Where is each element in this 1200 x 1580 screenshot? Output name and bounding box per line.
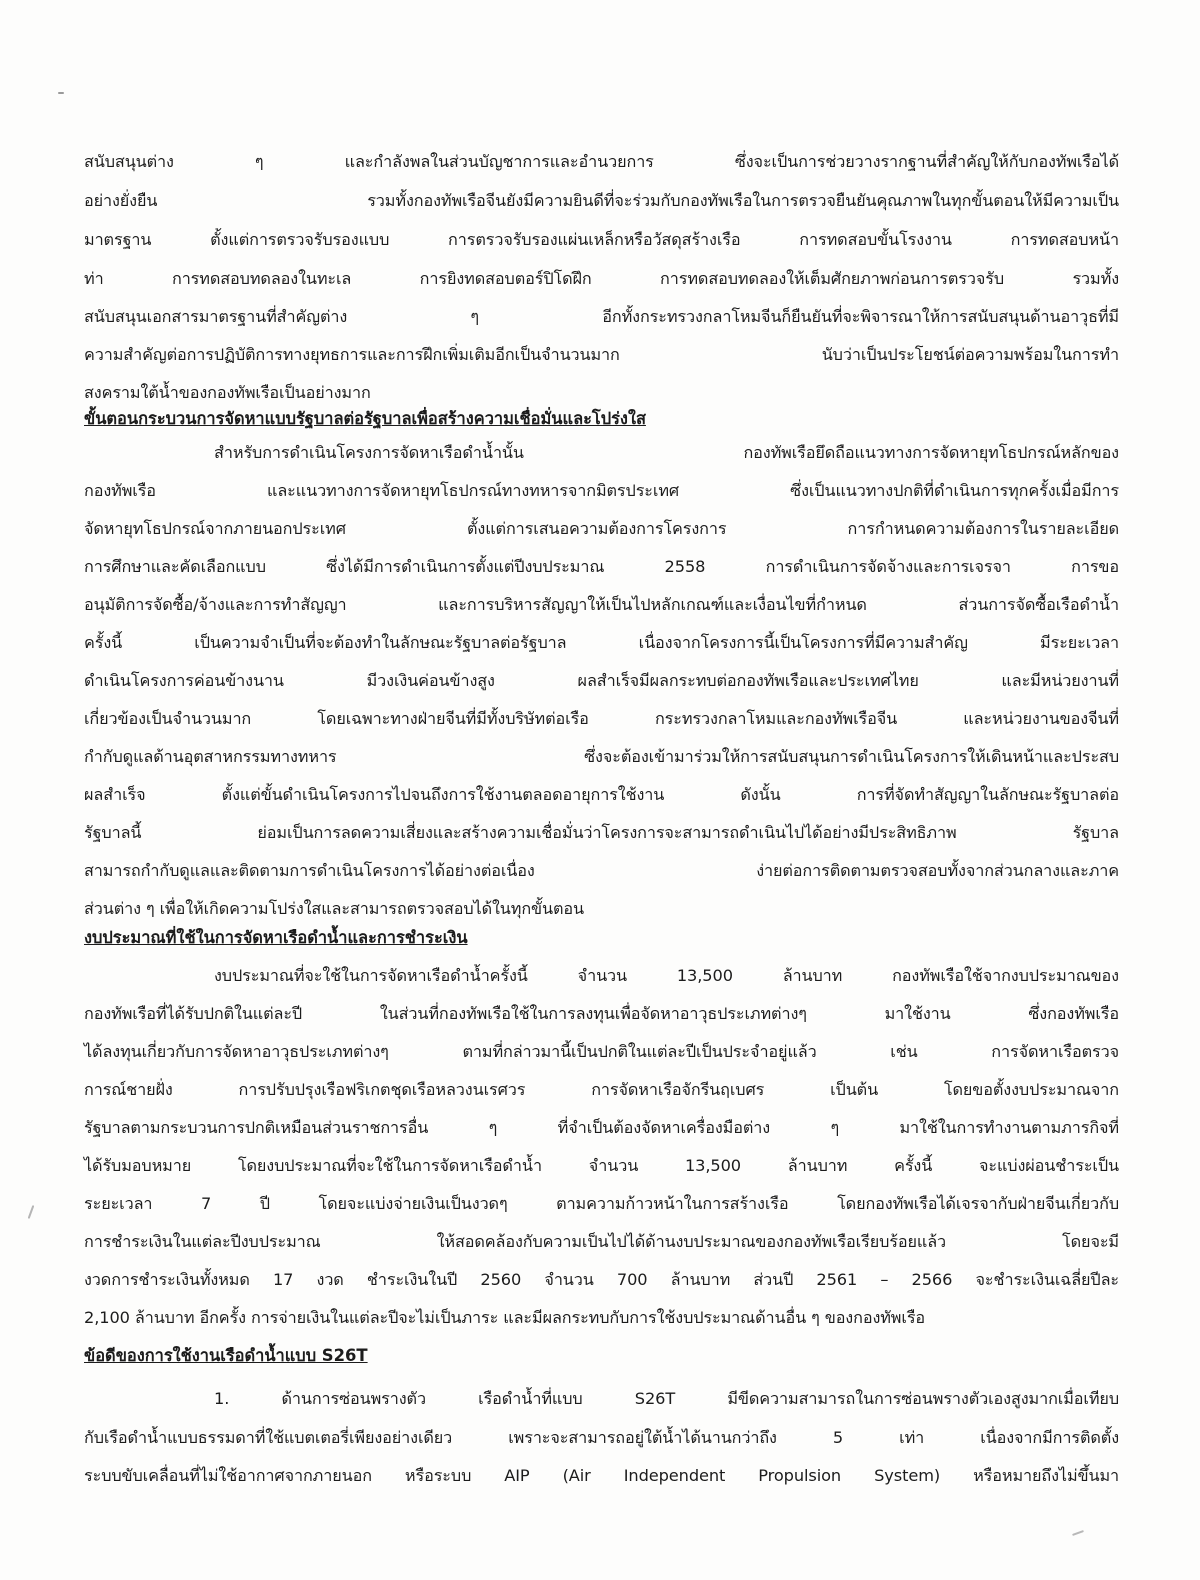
text-line: จัดหายุทโธปกรณ์จากภายนอกประเทศ ตั้งแต่การเสนอความต้องการโครงการ การกำหนดความต้องการในรายละเอียด xyxy=(84,519,1119,538)
text-line: ได้ลงทุนเกี่ยวกับการจัดหาอาวุธประเภทต่างๆ ตามที่กล่าวมานี้เป็นปกติในแต่ละปีเป็นประจำอยู่แล้ว เช่น การจัดหาเรือตรวจ xyxy=(84,1042,1119,1061)
text-line: มาตรฐาน ตั้งแต่การตรวจรับรองแบบ การตรวจรับรองแผ่นเหล็กหรือวัสดุสร้างเรือ การทดสอบขั้นโรงงาน การทดสอบหน้า xyxy=(84,230,1119,249)
text-line: การศึกษาและคัดเลือกแบบ ซึ่งได้มีการดำเนินการตั้งแต่ปีงบประมาณ 2558 การดำเนินการจัดจ้างและการเจรจา การขอ xyxy=(84,557,1119,576)
text-line: ส่วนต่าง ๆ เพื่อให้เกิดความโปร่งใสและสามารถตรวจสอบได้ในทุกขั้นตอน xyxy=(84,899,584,918)
text-line: สนับสนุนเอกสารมาตรฐานที่สำคัญต่าง ๆ อีกทั้งกระทรวงกลาโหมจีนก็ยืนยันที่จะพิจารณาให้การสนับสนุนด้านอาวุธที่มี xyxy=(84,307,1119,326)
section-heading: ข้อดีของการใช้งานเรือดำน้ำแบบ S26T xyxy=(84,1346,368,1365)
text-line: สำหรับการดำเนินโครงการจัดหาเรือดำน้ำนั้น กองทัพเรือยึดถือแนวทางการจัดหายุทโธปกรณ์หลักของ xyxy=(214,443,1119,462)
text-line: งวดการชำระเงินทั้งหมด 17 งวด ชำระเงินในปี 2560 จำนวน 700 ล้านบาท ส่วนปี 2561 – 2566 จะชำระเงินเฉลี่ยปีละ xyxy=(84,1270,1119,1289)
text-line: กองทัพเรือที่ได้รับปกติในแต่ละปี ในส่วนที่กองทัพเรือใช้ในการลงทุนเพื่อจัดหาอาวุธประเภทต่างๆ มาใช้งาน ซึ่งกองทัพเรือ xyxy=(84,1004,1119,1023)
text-line: งบประมาณที่จะใช้ในการจัดหาเรือดำน้ำครั้งนี้ จำนวน 13,500 ล้านบาท กองทัพเรือใช้จากงบประมาณของ xyxy=(214,966,1119,985)
text-line: กับเรือดำน้ำแบบธรรมดาที่ใช้แบตเตอรี่เพียงอย่างเดียว เพราะจะสามารถอยู่ใต้น้ำได้นานกว่าถึง 5 เท่า เนื่องจากมีการติดตั้ง xyxy=(84,1428,1119,1447)
text-line: ท่า การทดสอบทดลองในทะเล การยิงทดสอบตอร์ปิโดฝึก การทดสอบทดลองให้เต็มศักยภาพก่อนการตรวจรับ รวมทั้ง xyxy=(84,269,1119,288)
text-line: อย่างยั่งยืน รวมทั้งกองทัพเรือจีนยังมีความยินดีที่จะร่วมกับกองทัพเรือในการตรวจยืนยันคุณภาพในทุกขั้นตอนให้มีความเป็น xyxy=(84,191,1119,210)
text-line: กองทัพเรือ และแนวทางการจัดหายุทโธปกรณ์ทางทหารจากมิตรประเทศ ซึ่งเป็นแนวทางปกติที่ดำเนินการทุกครั้งเมื่อมีการ xyxy=(84,481,1119,500)
text-line: ความสำคัญต่อการปฏิบัติการทางยุทธการและการฝึกเพิ่มเติมอีกเป็นจำนวนมาก นับว่าเป็นประโยชน์ต่อความพร้อมในการทำ xyxy=(84,345,1119,364)
text-line: ผลสำเร็จ ตั้งแต่ขั้นดำเนินโครงการไปจนถึงการใช้งานตลอดอายุการใช้งาน ดังนั้น การที่จัดทำสัญญาในลักษณะรัฐบาลต่อ xyxy=(84,785,1119,804)
section-heading: ขั้นตอนกระบวนการจัดหาแบบรัฐบาลต่อรัฐบาลเพื่อสร้างความเชื่อมั่นและโปร่งใส xyxy=(84,409,646,428)
text-line: รัฐบาลนี้ ย่อมเป็นการลดความเสี่ยงและสร้างความเชื่อมั่นว่าโครงการจะสามารถดำเนินไปได้อย่างมีประสิทธิภาพ รัฐบาล xyxy=(84,823,1119,842)
text-line: เกี่ยวข้องเป็นจำนวนมาก โดยเฉพาะทางฝ่ายจีนที่มีทั้งบริษัทต่อเรือ กระทรวงกลาโหมและกองทัพเรือจีน และหน่วยงานของจีนที่ xyxy=(84,709,1119,728)
text-line: 2,100 ล้านบาท อีกครั้ง การจ่ายเงินในแต่ละปีจะไม่เป็นภาระ และมีผลกระทบกับการใช้งบประมาณด้านอื่น ๆ ของกองทัพเรือ xyxy=(84,1308,926,1327)
text-line: รัฐบาลตามกระบวนการปกติเหมือนส่วนราชการอื่น ๆ ที่จำเป็นต้องจัดหาเครื่องมือต่าง ๆ มาใช้ในการทำงานตามภารกิจที่ xyxy=(84,1118,1119,1137)
text-line: กำกับดูแลด้านอุตสาหกรรมทางทหาร ซึ่งจะต้องเข้ามาร่วมให้การสนับสนุนการดำเนินโครงการให้เดินหน้าและประสบ xyxy=(84,747,1119,766)
text-line: การชำระเงินในแต่ละปีงบประมาณ ให้สอดคล้องกับความเป็นไปได้ด้านงบประมาณของกองทัพเรือเรียบร้อยแล้ว โดยจะมี xyxy=(84,1232,1119,1251)
text-line: ระบบขับเคลื่อนที่ไม่ใช้อากาศจากภายนอก หรือระบบ AIP (Air Independent Propulsion System) หรือหมายถึงไม่ขึ้นมา xyxy=(84,1466,1120,1485)
section-heading: งบประมาณที่ใช้ในการจัดหาเรือดำน้ำและการชำระเงิน xyxy=(84,928,468,947)
scan-speck xyxy=(28,1205,35,1219)
scan-speck xyxy=(58,92,64,94)
text-line: ได้รับมอบหมาย โดยงบประมาณที่จะใช้ในการจัดหาเรือดำน้ำ จำนวน 13,500 ล้านบาท ครั้งนี้ จะแบ่งผ่อนชำระเป็น xyxy=(84,1156,1119,1175)
text-line: 1. ด้านการซ่อนพรางตัว เรือดำน้ำที่แบบ S26T มีขีดความสามารถในการซ่อนพรางตัวเองสูงมากเมื่อเทียบ xyxy=(214,1389,1119,1408)
text-line: อนุมัติการจัดซื้อ/จ้างและการทำสัญญา และการบริหารสัญญาให้เป็นไปหลักเกณฑ์และเงื่อนไขที่กำหนด ส่วนการจัดซื้อเรือดำน้ำ xyxy=(84,595,1119,614)
text-line: ครั้งนี้ เป็นความจำเป็นที่จะต้องทำในลักษณะรัฐบาลต่อรัฐบาล เนื่องจากโครงการนี้เป็นโครงการที่มีความสำคัญ มีระยะเวลา xyxy=(84,633,1119,652)
scan-speck xyxy=(1072,1530,1084,1536)
text-line: การณ์ชายฝั่ง การปรับปรุงเรือฟริเกตชุดเรือหลวงนเรศวร การจัดหาเรือจักรีนฤเบศร เป็นต้น โดยขอตั้งงบประมาณจาก xyxy=(84,1080,1119,1099)
text-line: ดำเนินโครงการค่อนข้างนาน มีวงเงินค่อนข้างสูง ผลสำเร็จมีผลกระทบต่อกองทัพเรือและประเทศไทย และมีหน่วยงานที่ xyxy=(84,671,1119,690)
text-line: สงครามใต้น้ำของกองทัพเรือเป็นอย่างมาก xyxy=(84,383,371,402)
text-line: สนับสนุนต่าง ๆ และกำลังพลในส่วนบัญชาการและอำนวยการ ซึ่งจะเป็นการช่วยวางรากฐานที่สำคัญให้กับกองทัพเรือได้ xyxy=(84,152,1119,171)
text-line: ระยะเวลา 7 ปี โดยจะแบ่งจ่ายเงินเป็นงวดๆ ตามความก้าวหน้าในการสร้างเรือ โดยกองทัพเรือได้เจรจากับฝ่ายจีนเกี่ยวกับ xyxy=(84,1194,1119,1213)
text-line: สามารถกำกับดูแลและติดตามการดำเนินโครงการได้อย่างต่อเนื่อง ง่ายต่อการติดตามตรวจสอบทั้งจากส่วนกลางและภาค xyxy=(84,861,1119,880)
